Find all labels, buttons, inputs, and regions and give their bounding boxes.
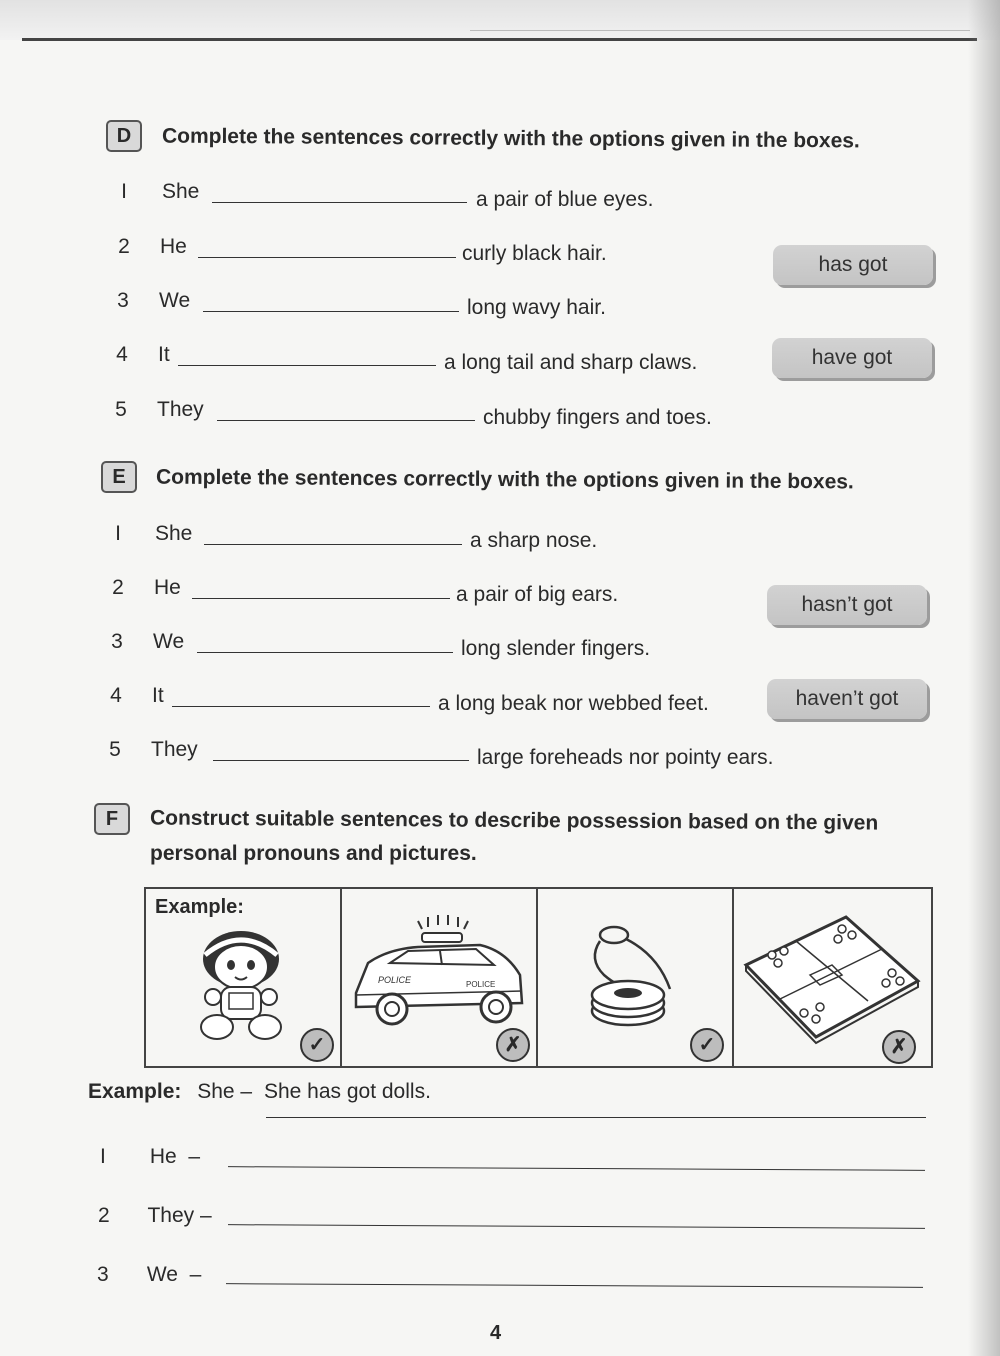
item-subject: We bbox=[153, 630, 185, 653]
answer-blank[interactable] bbox=[178, 365, 436, 366]
doll-illustration bbox=[191, 927, 301, 1047]
section-f-instruction-line1: Construct suitable sentences to describe possession based on the given bbox=[149, 806, 879, 835]
item-number: 5 bbox=[109, 738, 121, 761]
option-havent-got[interactable]: haven’t got bbox=[767, 679, 927, 719]
check-mark-icon: ✓ bbox=[690, 1028, 724, 1062]
item-rest: a sharp nose. bbox=[470, 529, 598, 552]
item-number: 4 bbox=[110, 684, 122, 707]
answer-blank[interactable] bbox=[198, 257, 456, 258]
answer-blank[interactable] bbox=[172, 706, 430, 707]
board-game-illustration bbox=[742, 909, 922, 1049]
top-faint-line bbox=[470, 30, 970, 31]
item-subject: They bbox=[151, 738, 198, 761]
f-item-3 bbox=[97, 1263, 201, 1287]
option-has-got[interactable]: has got bbox=[773, 245, 933, 285]
item-number: I bbox=[115, 522, 121, 545]
item-number: 2 bbox=[98, 1204, 110, 1227]
item-number: 3 bbox=[111, 630, 123, 653]
item-number: 3 bbox=[117, 289, 129, 312]
picture-table bbox=[144, 887, 933, 1068]
item-subject: They bbox=[157, 398, 204, 421]
item-rest: curly black hair. bbox=[462, 242, 607, 265]
f-item-1 bbox=[100, 1145, 200, 1169]
picture-cell-doll bbox=[146, 889, 342, 1066]
item-number: 4 bbox=[116, 343, 128, 366]
item-subject: It bbox=[158, 343, 170, 366]
item-subject: He bbox=[160, 235, 187, 258]
cross-mark-icon: ✗ bbox=[882, 1030, 916, 1064]
item-number: 2 bbox=[112, 576, 124, 599]
item-rest: chubby fingers and toes. bbox=[483, 406, 712, 429]
picture-cell-yoyo bbox=[538, 889, 734, 1066]
item-rest: a pair of big ears. bbox=[456, 583, 619, 606]
top-rule bbox=[22, 38, 977, 41]
item-rest: a long beak nor webbed feet. bbox=[438, 692, 709, 715]
answer-blank[interactable] bbox=[203, 311, 459, 312]
example-answer-line bbox=[266, 1117, 926, 1118]
option-have-got[interactable]: have got bbox=[772, 338, 932, 378]
page-top-shadow bbox=[0, 0, 1000, 40]
item-number: 3 bbox=[97, 1263, 109, 1286]
answer-blank[interactable] bbox=[192, 598, 450, 599]
answer-line[interactable] bbox=[228, 1224, 925, 1229]
item-subject: We bbox=[159, 289, 191, 312]
page-edge-shadow bbox=[968, 0, 1000, 1356]
item-subject: It bbox=[152, 684, 164, 707]
police-label: POLICE bbox=[378, 975, 412, 985]
item-rest: large foreheads nor pointy ears. bbox=[477, 746, 774, 769]
example-answer: She has got dolls. bbox=[263, 1080, 431, 1103]
section-e-instruction: Complete the sentences correctly with the options given in the boxes. bbox=[155, 465, 854, 494]
answer-blank[interactable] bbox=[217, 420, 475, 421]
example-label: Example: bbox=[88, 1080, 182, 1103]
item-rest: a long tail and sharp claws. bbox=[444, 351, 698, 374]
item-prompt: They – bbox=[147, 1204, 212, 1227]
check-mark-icon: ✓ bbox=[300, 1028, 334, 1062]
item-subject: She bbox=[162, 180, 200, 203]
picture-cell-police-car bbox=[342, 889, 538, 1066]
answer-line[interactable] bbox=[226, 1283, 923, 1288]
example-row bbox=[88, 1080, 431, 1104]
section-letter-f: F bbox=[94, 803, 130, 835]
answer-blank[interactable] bbox=[204, 544, 462, 545]
page-number: 4 bbox=[490, 1322, 502, 1344]
picture-cell-board-game bbox=[734, 889, 929, 1066]
section-letter-d: D bbox=[106, 120, 142, 152]
section-f-instruction-line2: personal pronouns and pictures. bbox=[150, 842, 477, 865]
item-number: 2 bbox=[118, 235, 130, 258]
answer-line[interactable] bbox=[228, 1166, 925, 1171]
table-example-label: Example: bbox=[155, 896, 244, 918]
yoyo-illustration bbox=[578, 919, 698, 1044]
police-car-illustration bbox=[348, 911, 528, 1041]
item-number: 5 bbox=[115, 398, 127, 421]
section-d-instruction: Complete the sentences correctly with the options given in the boxes. bbox=[161, 124, 860, 153]
example-prompt: She – bbox=[197, 1080, 253, 1103]
answer-blank[interactable] bbox=[213, 760, 469, 761]
section-letter-e: E bbox=[101, 461, 137, 493]
item-number: I bbox=[121, 180, 127, 203]
answer-blank[interactable] bbox=[212, 202, 467, 203]
item-prompt: He – bbox=[149, 1145, 201, 1168]
item-subject: He bbox=[154, 576, 181, 599]
answer-blank[interactable] bbox=[197, 652, 453, 653]
item-number: I bbox=[100, 1145, 106, 1168]
item-rest: long wavy hair. bbox=[467, 296, 606, 319]
item-rest: long slender fingers. bbox=[461, 637, 651, 660]
cross-mark-icon: ✗ bbox=[496, 1028, 530, 1062]
option-hasnt-got[interactable]: hasn’t got bbox=[767, 585, 927, 625]
police-label-side: POLICE bbox=[466, 980, 496, 989]
f-item-2 bbox=[98, 1204, 212, 1228]
item-rest: a pair of blue eyes. bbox=[476, 188, 654, 211]
item-subject: She bbox=[155, 522, 193, 545]
item-prompt: We – bbox=[146, 1263, 202, 1286]
